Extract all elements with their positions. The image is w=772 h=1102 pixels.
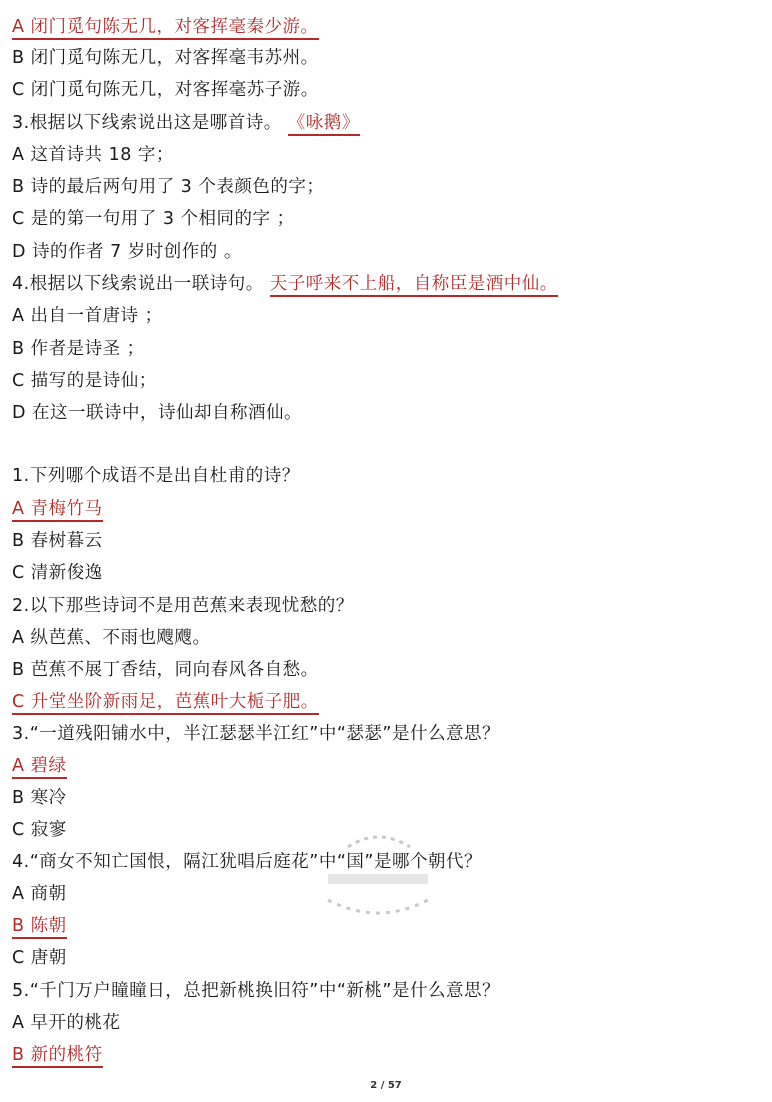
text-line [12, 143, 174, 167]
line-text: A 早开的桃花 [12, 1013, 121, 1033]
line-text: 3.根据以下线索说出这是哪首诗。 [12, 113, 282, 133]
text-line [12, 1011, 121, 1035]
line-text: C 闭门觅句陈无几，对客挥毫苏子游。 [12, 80, 319, 100]
text-line [12, 946, 67, 970]
answer-text: 天子呼来不上船，自称臣是酒中仙。 [270, 274, 558, 297]
text-line [12, 594, 354, 618]
text-line [12, 240, 242, 264]
line-text: A 商朝 [12, 884, 67, 904]
text-line [12, 497, 103, 521]
text-line [12, 15, 319, 39]
watermark-stamp [318, 822, 438, 932]
line-text: C 清新俊逸 [12, 563, 103, 583]
line-text: D 在这一联诗中，诗仙却自称酒仙。 [12, 403, 303, 423]
text-line [12, 369, 157, 393]
text-line [12, 561, 103, 585]
text-line [12, 337, 145, 361]
answer-text: A 闭门觅句陈无几，对客挥毫秦少游。 [12, 17, 319, 40]
answer-text: B 新的桃符 [12, 1045, 103, 1068]
line-text: C 唐朝 [12, 948, 67, 968]
text-line [12, 1043, 103, 1067]
text-line [12, 401, 302, 425]
text-line [12, 626, 211, 650]
text-line [12, 979, 500, 1003]
line-text: B 诗的最后两句用了 3 个表颜色的字； [12, 177, 325, 197]
line-text: 3.“一道残阳铺水中，半江瑟瑟半江红”中“瑟瑟”是什么意思？ [12, 724, 500, 744]
line-text: 1.下列哪个成语不是出自杜甫的诗？ [12, 466, 300, 486]
text-line [12, 529, 103, 553]
text-line [12, 464, 300, 488]
line-text: C 寂寥 [12, 820, 67, 840]
text-line [12, 175, 324, 199]
answer-text: B 陈朝 [12, 916, 67, 939]
text-line [12, 722, 500, 746]
line-text: 5.“千门万户瞳瞳日，总把新桃换旧符”中“新桃”是什么意思？ [12, 981, 500, 1001]
line-text: B 春树暮云 [12, 531, 103, 551]
text-line [12, 207, 295, 231]
line-text: 2.以下那些诗词不是用芭蕉来表现忧愁的？ [12, 596, 354, 616]
text-line [12, 46, 319, 70]
line-text: B 作者是诗圣 ； [12, 339, 145, 359]
text-line [12, 754, 67, 778]
text-line [12, 658, 319, 682]
line-text: B 芭蕉不展丁香结，同向春风各自愁。 [12, 660, 319, 680]
answer-text: A 碧绿 [12, 756, 67, 779]
text-line [12, 78, 319, 102]
answer-text: C 升堂坐阶新雨足，芭蕉叶大栀子肥。 [12, 692, 319, 715]
text-line [12, 304, 163, 328]
text-line [12, 882, 67, 906]
text-line [12, 818, 67, 842]
line-text: C 描写的是诗仙； [12, 371, 157, 391]
line-text: 4.“商女不知亡国恨，隔江犹唱后庭花”中“国”是哪个朝代？ [12, 852, 482, 872]
text-line [12, 690, 319, 714]
line-text: 4.根据以下线索说出一联诗句。 [12, 274, 264, 294]
line-text: A 纵芭蕉、不雨也飕飕。 [12, 628, 211, 648]
line-text: A 这首诗共 18 字； [12, 145, 174, 165]
text-line [12, 786, 67, 810]
line-text: B 寒冷 [12, 788, 67, 808]
page-number: 2 / 57 [370, 1080, 402, 1091]
answer-text: 《咏鹅》 [288, 113, 360, 136]
line-text: B 闭门觅句陈无几，对客挥毫韦苏州。 [12, 48, 319, 68]
text-line [12, 914, 67, 938]
text-line [12, 272, 558, 296]
line-text: C 是的第一句用了 3 个相同的字 ； [12, 209, 295, 229]
text-line [12, 111, 360, 135]
line-text: A 出自一首唐诗 ； [12, 306, 163, 326]
answer-text: A 青梅竹马 [12, 499, 103, 522]
line-text: D 诗的作者 7 岁时创作的 。 [12, 242, 242, 262]
